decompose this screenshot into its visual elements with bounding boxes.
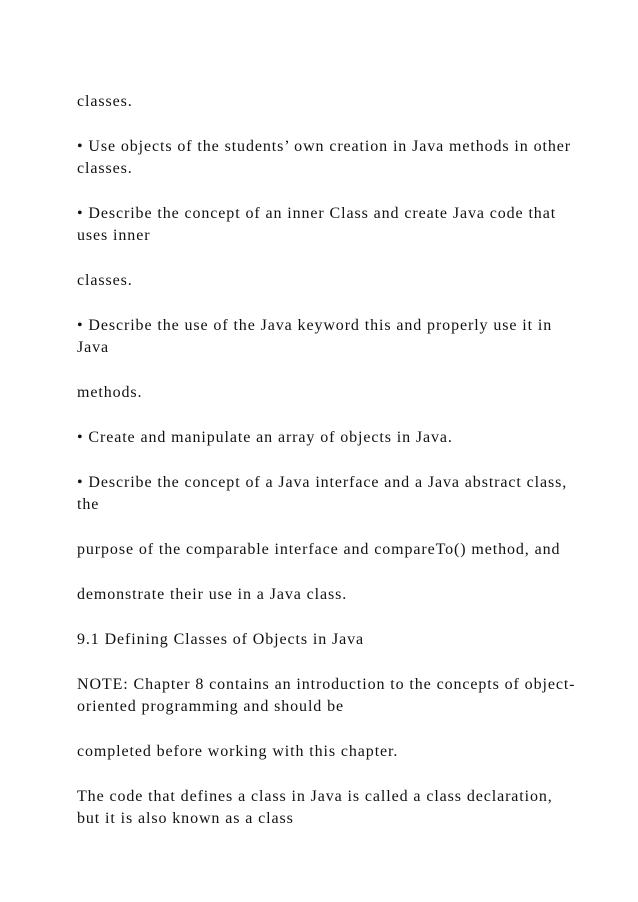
document-body <box>77 91 577 853</box>
paragraph: classes. <box>77 272 133 289</box>
note-paragraph: NOTE: Chapter 8 contains an introduction to the concepts of object-oriented programming and should be <box>77 676 576 715</box>
bullet-paragraph: • Create and manipulate an array of objects in Java. <box>77 429 453 446</box>
paragraph: demonstrate their use in a Java class. <box>77 586 348 603</box>
paragraph: purpose of the comparable interface and compareTo() method, and <box>77 541 561 558</box>
bullet-paragraph: • Describe the concept of an inner Class and create Java code that uses inner <box>77 205 557 244</box>
bullet-paragraph: • Describe the use of the Java keyword this and properly use it in Java <box>77 317 553 356</box>
bullet-paragraph: • Describe the concept of a Java interface and a Java abstract class, the <box>77 474 568 513</box>
section-heading: 9.1 Defining Classes of Objects in Java <box>77 631 365 648</box>
paragraph: classes. <box>77 93 133 110</box>
paragraph: completed before working with this chapter. <box>77 743 399 760</box>
paragraph: The code that defines a class in Java is called a class declaration, but it is also known as a class <box>77 788 553 827</box>
paragraph: methods. <box>77 384 143 401</box>
bullet-paragraph: • Use objects of the students’ own creation in Java methods in other classes. <box>77 138 571 177</box>
